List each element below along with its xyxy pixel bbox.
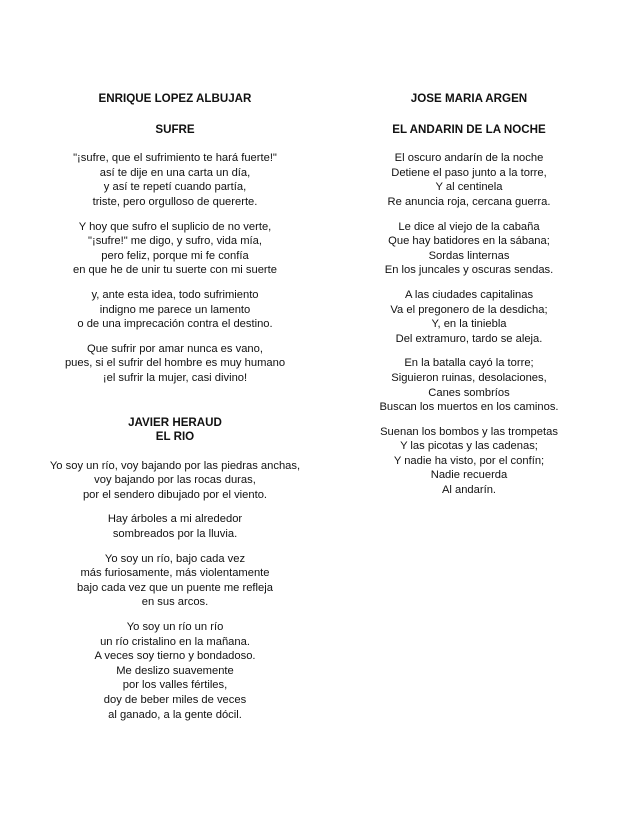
- stanza: [338, 356, 600, 414]
- poem-line: pero feliz, porque mi fe confía: [101, 249, 249, 262]
- poem-line: Que sufrir por amar nunca es vano,: [87, 342, 263, 355]
- poem-line: Detiene el paso junto a la torre,: [391, 166, 547, 179]
- poem-line: Sordas linternas: [428, 249, 510, 262]
- poem-line: Canes sombríos: [428, 386, 510, 399]
- poem-line: Yo soy un río un río: [126, 621, 224, 634]
- poem-author: JOSE MARIA ARGEN: [410, 92, 528, 105]
- poem-line: Que hay batidores en la sábana;: [388, 235, 550, 248]
- poem-line: Del extramuro, tardo se aleja.: [395, 332, 543, 345]
- poem-line: Y las picotas y las cadenas;: [400, 440, 538, 453]
- poem-line: así te dije en una carta un día,: [99, 166, 251, 179]
- poem-line: en sus arcos.: [141, 596, 209, 609]
- poem-line: al ganado, a la gente dócil.: [108, 708, 242, 721]
- poem-line: Al andarín.: [441, 484, 497, 497]
- poem-line: "¡sufre!" me digo, y sufro, vida mía,: [88, 235, 262, 248]
- poem-body-el-rio: [40, 459, 310, 723]
- stanza: [40, 288, 310, 332]
- poem-line: Hay árboles a mi alrededor: [107, 513, 243, 526]
- poem-line: El oscuro andarín de la noche: [394, 152, 544, 165]
- left-column: [40, 92, 310, 732]
- poem-line: triste, pero orgulloso de quererte.: [92, 195, 258, 208]
- poem-title: EL ANDARIN DE LA NOCHE: [392, 122, 546, 136]
- poem-line: En la batalla cayó la torre;: [404, 357, 534, 370]
- poem-line: A las ciudades capitalinas: [404, 288, 534, 301]
- poem-line: y así te repetí cuando partía,: [103, 181, 247, 194]
- stanza: [338, 288, 600, 346]
- stanza: [40, 620, 310, 722]
- stanza: [40, 342, 310, 386]
- poem-line: Yo soy un río, voy bajando por las piedras anchas,: [49, 459, 301, 472]
- poem-line: bajo cada vez que un puente me refleja: [77, 581, 273, 594]
- poem-title: SUFRE: [155, 122, 195, 136]
- poem-author: JAVIER HERAUD: [128, 415, 222, 429]
- poem-title: EL RIO: [155, 430, 195, 444]
- poem-line: Le dice al viejo de la cabaña: [398, 220, 540, 233]
- stanza: [338, 425, 600, 498]
- stanza: [40, 151, 310, 209]
- poem-line: En los juncales y oscuras sendas.: [384, 264, 554, 277]
- poem-line: A veces soy tierno y bondadoso.: [94, 650, 256, 663]
- stanza: [40, 552, 310, 610]
- poem-line: Y nadie ha visto, por el confín;: [393, 454, 545, 467]
- poem-line: Me deslizo suavemente: [116, 664, 234, 677]
- poem-line: ¡el sufrir la mujer, casi divino!: [102, 371, 248, 384]
- poem-body-el-andarin: [338, 151, 600, 497]
- poem-author: ENRIQUE LOPEZ ALBUJAR: [98, 92, 252, 105]
- poem-line: por el sendero dibujado por el viento.: [82, 488, 268, 501]
- right-column: [338, 92, 600, 508]
- poem-line: Y, en la tiniebla: [431, 318, 507, 331]
- poem-line: un río cristalino en la mañana.: [100, 635, 250, 648]
- poem-line: "¡sufre, que el sufrimiento te hará fuerte!": [73, 152, 277, 165]
- stanza: [338, 220, 600, 278]
- poem-line: por los valles fértiles,: [122, 679, 228, 692]
- poem-line: Siguieron ruinas, desolaciones,: [391, 371, 547, 384]
- poem-line: pues, si el sufrir del hombre es muy humano: [64, 357, 286, 370]
- stanza: [40, 512, 310, 541]
- poem-line: voy bajando por las rocas duras,: [94, 474, 256, 487]
- poem-body-sufre: [40, 151, 310, 385]
- stanza: [40, 220, 310, 278]
- stanza: [40, 459, 310, 503]
- poem-line: más furiosamente, más violentamente: [80, 567, 270, 580]
- poem-line: en que he de unir tu suerte con mi suerte: [73, 264, 277, 277]
- poem-line: Yo soy un río, bajo cada vez: [104, 552, 246, 565]
- poem-line: sombreados por la lluvia.: [112, 528, 238, 541]
- poem-line: Buscan los muertos en los caminos.: [379, 401, 559, 414]
- poem-line: Nadie recuerda: [430, 469, 508, 482]
- stanza: [338, 151, 600, 209]
- poem-line: Y al centinela: [435, 181, 503, 194]
- poem-line: doy de beber miles de veces: [103, 694, 247, 706]
- poem-line: Re anuncia roja, cercana guerra.: [387, 195, 551, 208]
- poem-line: indigno me parece un lamento: [99, 303, 251, 316]
- poem-line: Suenan los bombos y las trompetas: [380, 425, 558, 438]
- poem-line: Va el pregonero de la desdicha;: [390, 303, 548, 316]
- poem-line: y, ante esta idea, todo sufrimiento: [91, 288, 259, 301]
- poem-line: o de una imprecación contra el destino.: [77, 318, 273, 331]
- poem-line: Y hoy que sufro el suplicio de no verte,: [78, 220, 272, 233]
